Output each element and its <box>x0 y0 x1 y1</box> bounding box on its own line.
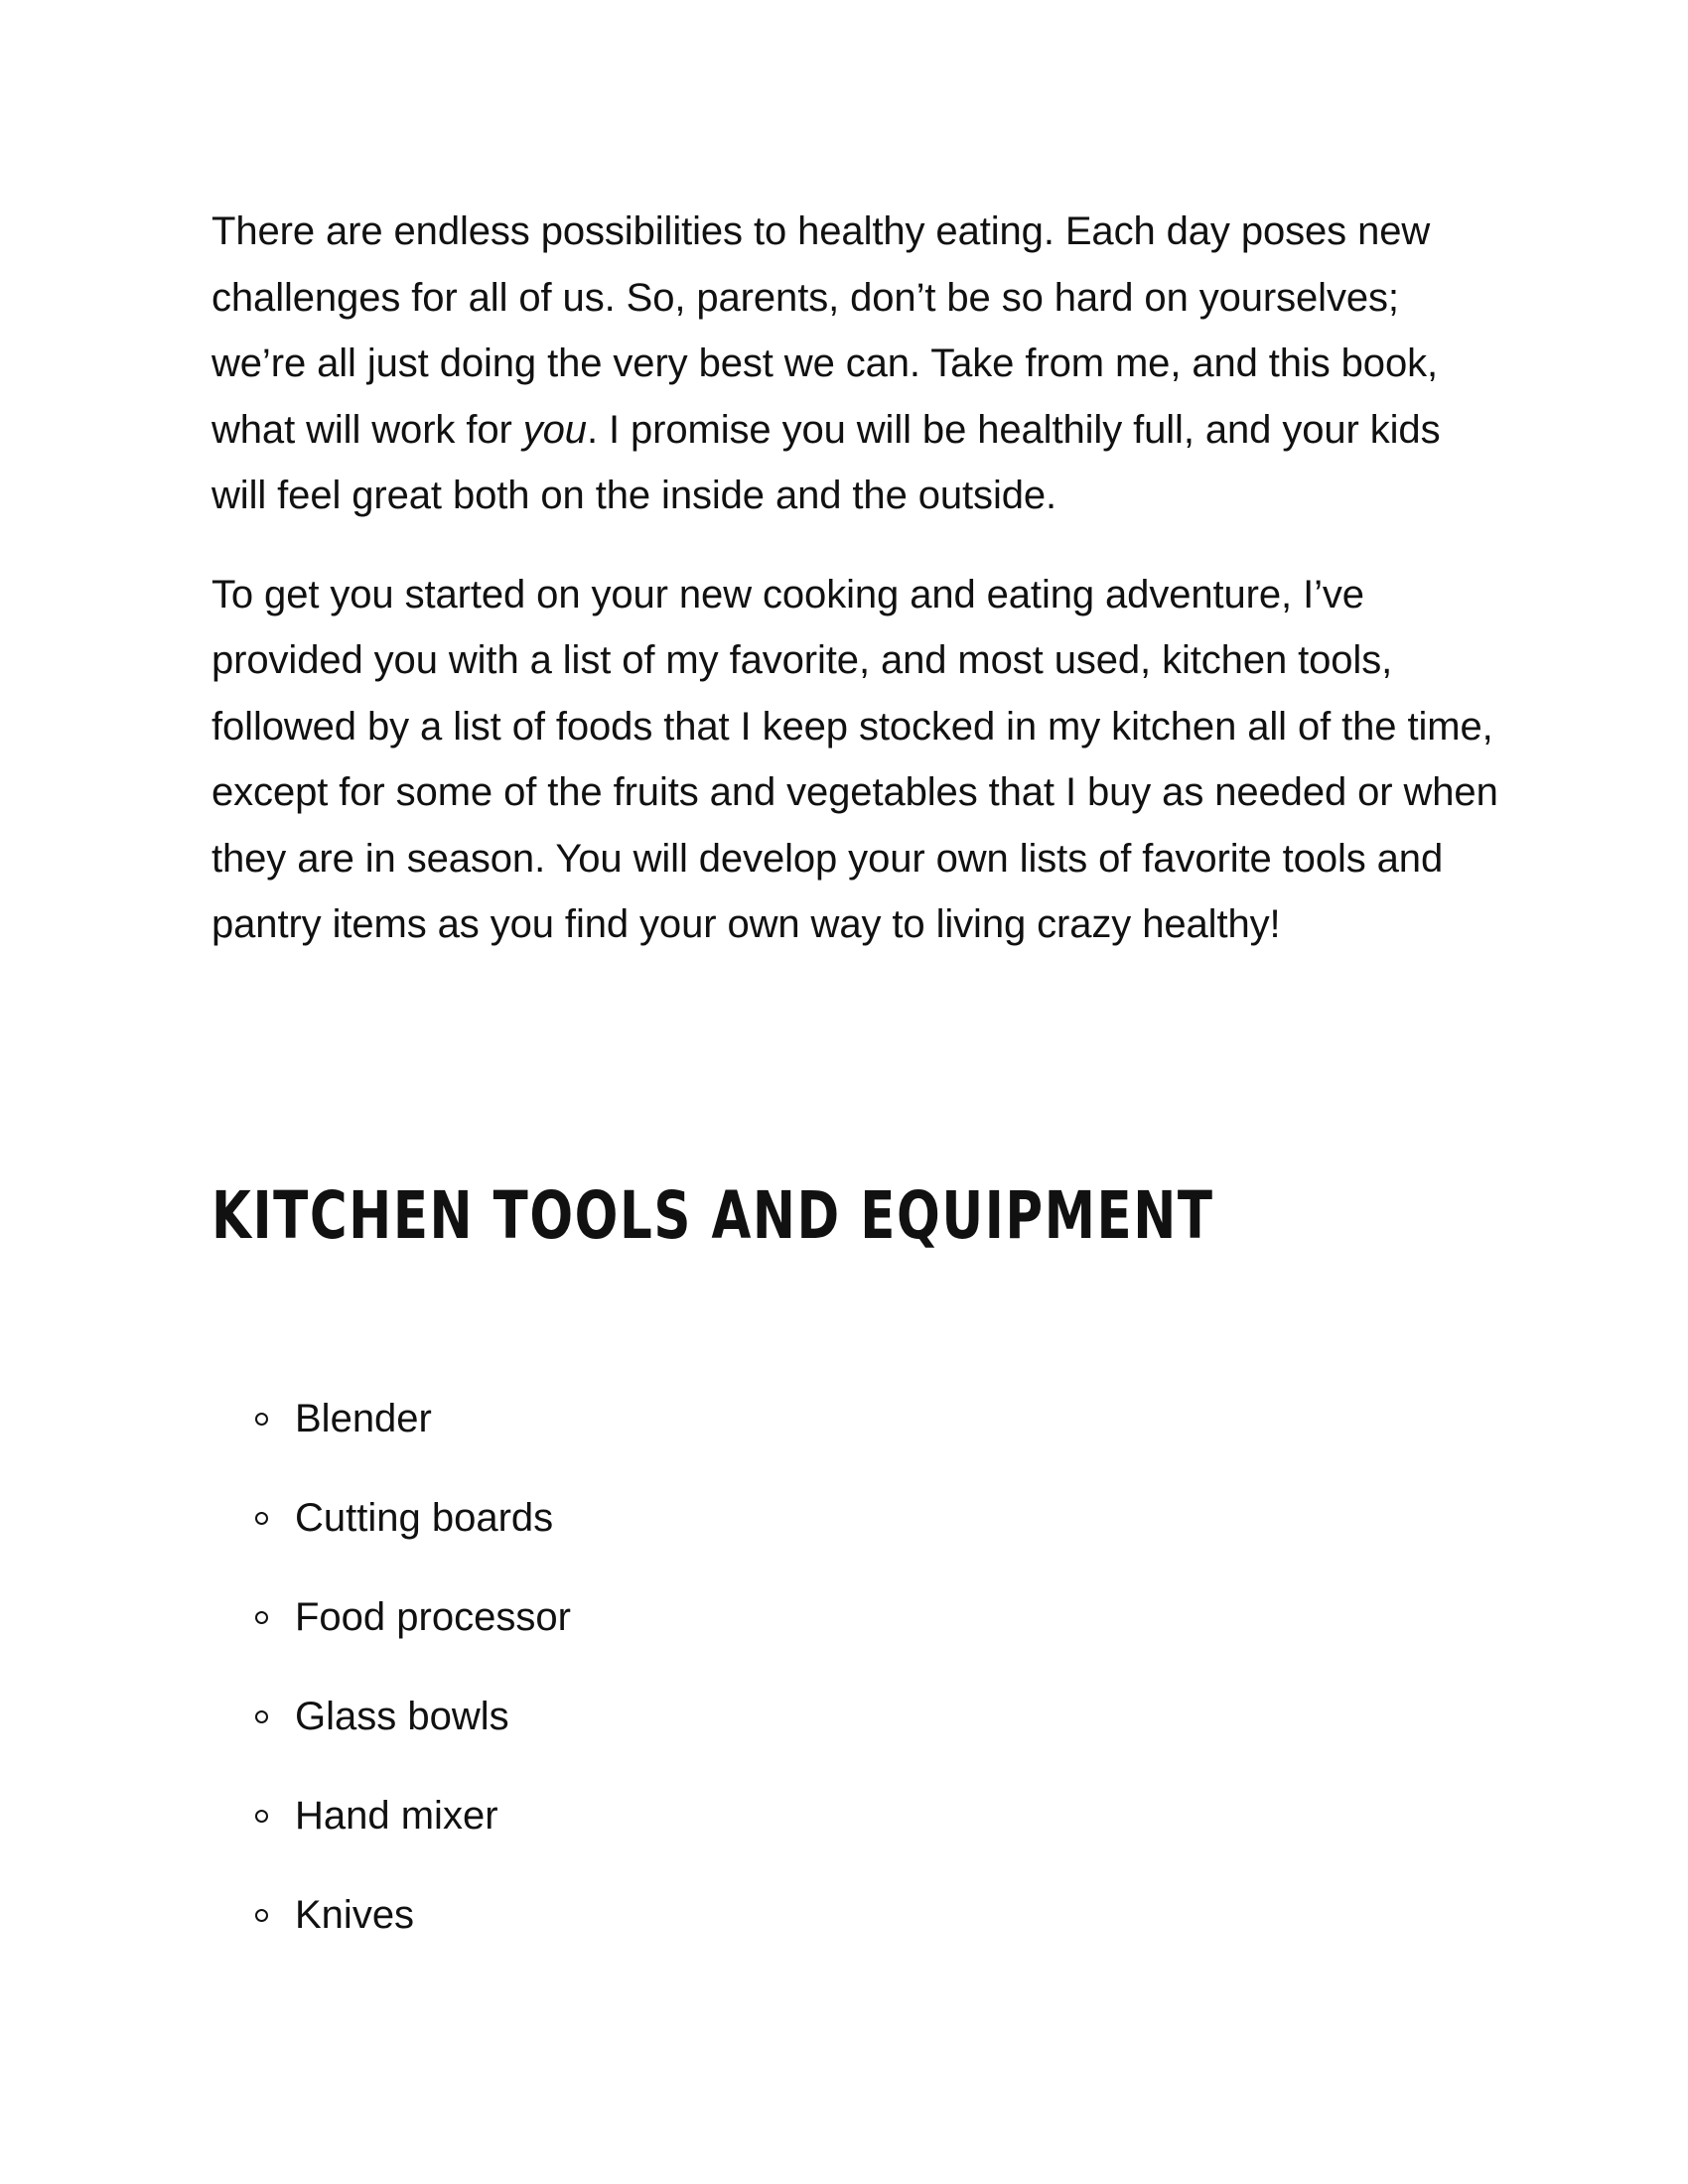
list-item-label: Glass bowls <box>295 1695 509 1738</box>
adventure-paragraph: To get you started on your new cooking and eating adventure, I’ve provided you with a list of my favorite, and most used, kitchen tools, followed by a list of foods that I keep stocked in my kitchen all of the time, except for some of the fruits and vegetables that I buy as needed or when they are in season. You will develop your own lists of favorite tools and pantry items as you find your own way to living crazy healthy! <box>211 572 1498 946</box>
section-heading: KITCHEN TOOLS AND EQUIPMENT <box>211 1177 1214 1254</box>
list-item <box>253 1681 571 1780</box>
list-item-label: Hand mixer <box>295 1794 498 1838</box>
list-item-label: Blender <box>295 1397 432 1440</box>
hollow-bullet-icon <box>255 1810 268 1823</box>
intro-paragraph <box>211 199 1502 529</box>
list-item-label: Food processor <box>295 1595 571 1639</box>
list-item <box>253 1780 571 1879</box>
intro-text-end: . I promise you will be healthily full, and your kids will feel great both on the inside and the outside. <box>211 407 1441 517</box>
list-item <box>253 1879 571 1979</box>
list-item <box>253 1482 571 1581</box>
hollow-bullet-icon <box>255 1909 268 1922</box>
hollow-bullet-icon <box>255 1512 268 1525</box>
hollow-bullet-icon <box>255 1710 268 1723</box>
list-item <box>253 1383 571 1482</box>
list-item <box>253 1581 571 1681</box>
intro-text-start: There are endless possibilities to healthy eating. Each day poses new challenges for all of us. So, parents, don’t be so hard on yourselves; we’re all just doing the very best we can. Take from me, and this book, what will work for <box>211 209 1439 452</box>
list-item-label: Cutting boards <box>295 1496 554 1540</box>
tools-list <box>253 1383 571 1979</box>
emphasis-you: you <box>522 407 587 452</box>
hollow-bullet-icon <box>255 1611 268 1624</box>
hollow-bullet-icon <box>255 1413 268 1426</box>
body-text <box>211 199 1502 958</box>
list-item-label: Knives <box>295 1893 415 1937</box>
